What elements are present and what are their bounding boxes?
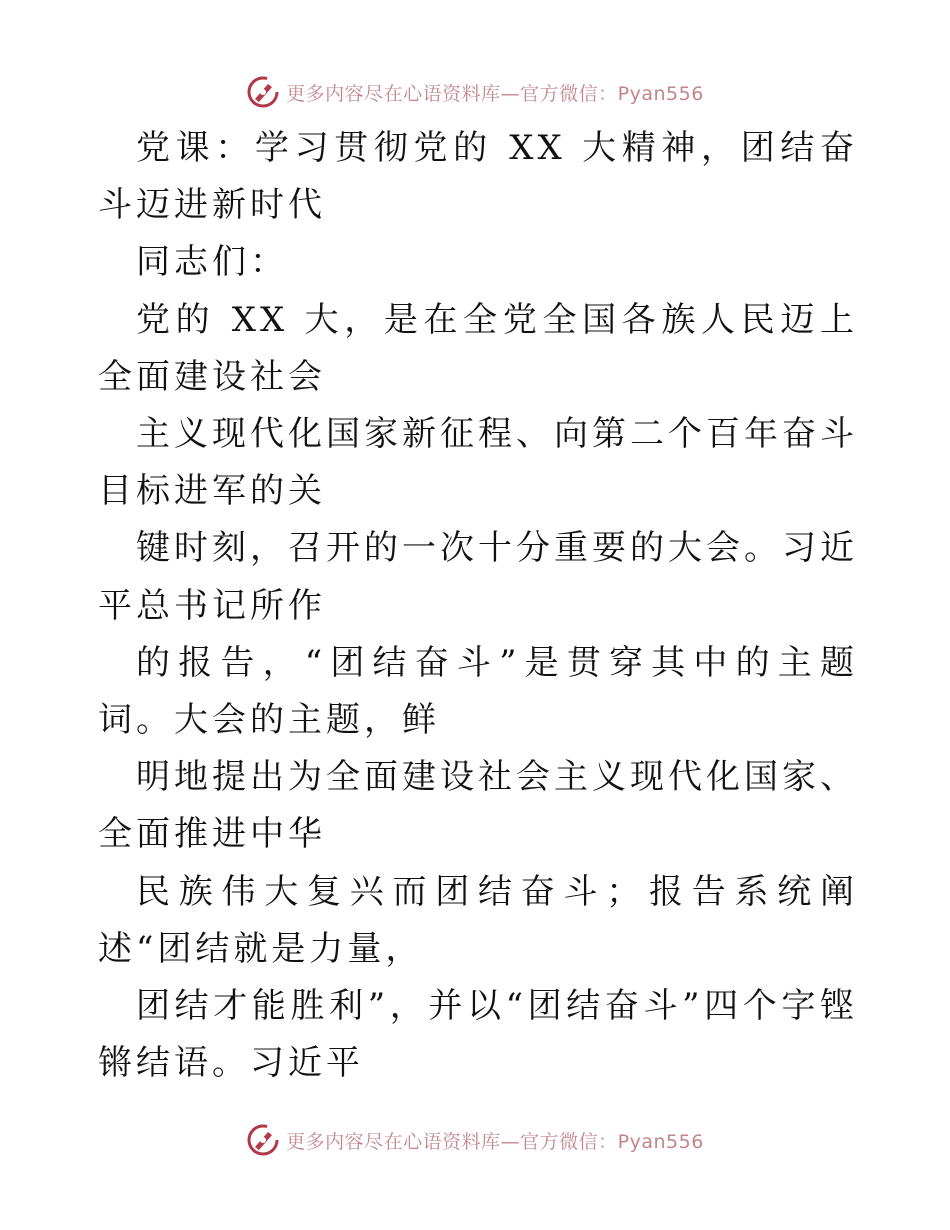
greeting: 同志们： [136,242,288,283]
paragraph: 的报告，“团结奋斗”是贯穿其中的主题词。大会的主题，鲜 [98,642,858,741]
paragraph: 主义现代化国家新征程、向第二个百年奋斗目标进军的关 [98,414,858,512]
header-watermark [0,70,950,114]
paragraph: 团结才能胜利”，并以“团结奋斗”四个字铿锵结语。习近平 [98,986,858,1084]
watermark-text: 更多内容尽在心语资料库—官方微信：Pyan556 [286,1130,704,1153]
document-body [98,120,858,1092]
paragraph: 民族伟大复兴而团结奋斗；报告系统阐述“团结就是力量， [98,871,858,969]
watermark-text: 更多内容尽在心语资料库—官方微信：Pyan556 [286,82,704,105]
paragraph: 党的 XX 大，是在全党全国各族人民迈上全面建设社会 [98,299,858,397]
pen-seal-icon [246,1123,280,1157]
document-title: 党课：学习贯彻党的 XX 大精神，团结奋斗迈进新时代 [98,128,858,226]
paragraph: 明地提出为全面建设社会主义现代化国家、全面推进中华 [98,757,858,855]
footer-watermark [0,1118,950,1162]
pen-seal-icon [246,75,280,109]
paragraph: 键时刻，召开的一次十分重要的大会。习近平总书记所作 [98,528,858,626]
